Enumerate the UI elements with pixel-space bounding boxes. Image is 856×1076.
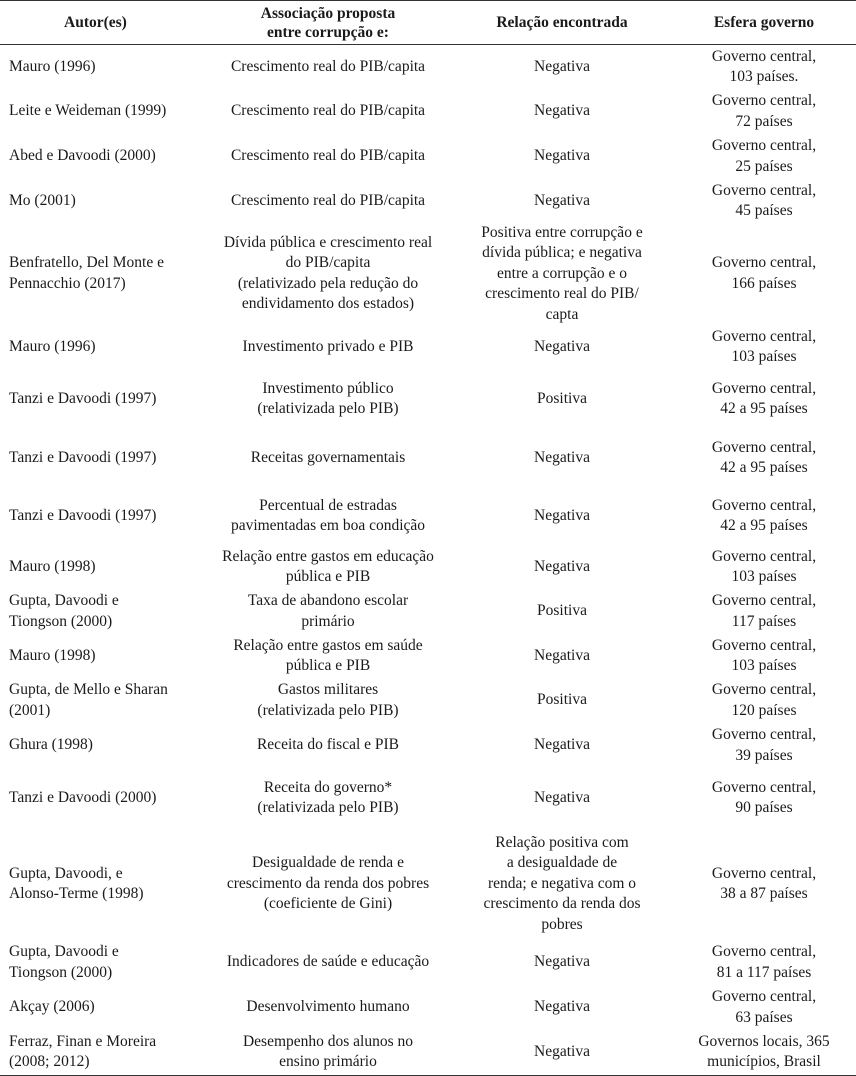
relation-cell: [452, 1030, 672, 1075]
sphere-cell-line: 90 países: [735, 799, 793, 816]
relation-cell-line: renda; e negativa com o: [487, 874, 637, 892]
association-cell-line: Relação entre gastos em saúde: [233, 636, 423, 654]
relation-cell: [452, 985, 672, 1030]
relation-cell: [452, 45, 672, 90]
association-cell-line: (relativizado pela redução do: [237, 274, 419, 292]
association-cell: [204, 828, 452, 940]
sphere-cell-line: 42 a 95 países: [720, 400, 808, 417]
association-cell: [204, 723, 452, 768]
sphere-cell: [672, 45, 856, 90]
author-cell-line: Abed e Davoodi (2000): [9, 147, 156, 165]
association-cell-line: Relação entre gastos em educação: [222, 547, 434, 565]
association-cell-line: Receitas governamentais: [250, 448, 406, 466]
author-cell: [0, 90, 204, 134]
author-cell: [0, 828, 204, 940]
table-row: [0, 768, 856, 828]
association-cell-line: pública e PIB: [285, 657, 371, 674]
association-cell: [204, 45, 452, 90]
table-row: [0, 134, 856, 180]
author-cell: [0, 545, 204, 589]
relation-cell-line: Positiva: [537, 691, 587, 709]
sphere-cell-line: 45 países: [735, 202, 793, 219]
author-cell-line: Mauro (1998): [9, 557, 96, 575]
author-cell-line: Benfratello, Del Monte e: [9, 254, 164, 272]
sphere-cell-line: Governo central,: [711, 943, 817, 960]
author-cell: [0, 487, 204, 545]
author-cell: [0, 723, 204, 768]
sphere-cell-line: 42 a 95 países: [720, 517, 808, 534]
relation-cell: [452, 678, 672, 723]
relation-cell-line: Negativa: [534, 736, 590, 754]
association-cell-line: pública e PIB: [285, 568, 371, 585]
sphere-cell: [672, 325, 856, 369]
sphere-cell: [672, 223, 856, 326]
relation-cell-line: Negativa: [534, 998, 590, 1016]
author-cell: [0, 180, 204, 223]
association-cell-line: Crescimento real do PIB/capita: [230, 102, 426, 120]
header-association-line: entre corrupção e:: [267, 23, 389, 41]
relation-cell: [452, 134, 672, 180]
author-cell-line: Tiongson (2000): [9, 963, 113, 981]
association-cell-line: Receita do fiscal e PIB: [256, 736, 400, 754]
association-cell: [204, 325, 452, 369]
sphere-cell-line: Governo central,: [711, 636, 817, 654]
sphere-cell: [672, 487, 856, 545]
relation-cell: [452, 768, 672, 828]
sphere-cell: [672, 134, 856, 180]
association-cell-line: Percentual de estradas: [259, 496, 397, 514]
table-row: [0, 940, 856, 985]
table-row: [0, 325, 856, 369]
table-row: [0, 45, 856, 90]
relation-cell-line: entre a corrupção e o: [497, 264, 627, 282]
association-cell-line: pavimentadas em boa condição: [230, 517, 426, 534]
association-cell-line: Dívida pública e crescimento real: [223, 233, 433, 251]
sphere-cell-line: municípios, Brasil: [707, 1053, 821, 1071]
author-cell-line: (2008; 2012): [9, 1053, 90, 1071]
relation-cell: [452, 545, 672, 589]
author-cell: [0, 369, 204, 429]
association-cell: [204, 90, 452, 134]
author-cell-line: Mauro (1998): [9, 646, 96, 664]
author-cell: [0, 589, 204, 634]
sphere-cell-line: Governo central,: [711, 592, 817, 609]
association-cell-line: ensino primário: [279, 1053, 377, 1071]
association-cell: [204, 545, 452, 589]
author-cell: [0, 223, 204, 326]
association-cell-line: Desenvolvimento humano: [246, 998, 410, 1016]
relation-cell-line: Negativa: [534, 102, 590, 120]
association-cell-line: Receita do governo*: [263, 778, 393, 796]
table-row: [0, 985, 856, 1030]
association-cell: [204, 985, 452, 1030]
sphere-cell-line: Governos locais, 365: [698, 1032, 830, 1050]
sphere-cell-line: 72 países: [735, 112, 793, 130]
association-cell: [204, 180, 452, 223]
relation-cell: [452, 180, 672, 223]
author-cell-line: Mo (2001): [9, 191, 76, 209]
table-row: [0, 678, 856, 723]
association-cell-line: Gastos militares: [277, 681, 379, 698]
table-body: [0, 45, 856, 1076]
relation-cell-line: a desigualdade de: [506, 854, 618, 872]
relation-cell: [452, 589, 672, 634]
sphere-cell-line: 25 países: [735, 157, 793, 175]
author-cell: [0, 634, 204, 678]
table-row: [0, 487, 856, 545]
author-cell-line: Tiongson (2000): [9, 612, 113, 630]
header-association-line: Associação proposta: [260, 4, 396, 22]
relation-cell-line: Negativa: [534, 337, 590, 355]
table-row: [0, 223, 856, 326]
sphere-cell: [672, 985, 856, 1030]
association-cell: [204, 487, 452, 545]
header-sphere: Esfera governo: [672, 1, 856, 45]
sphere-cell-line: Governo central,: [711, 379, 817, 397]
sphere-cell-line: Governo central,: [711, 778, 817, 796]
relation-cell: [452, 325, 672, 369]
association-cell: [204, 134, 452, 180]
association-cell: [204, 589, 452, 634]
relation-cell-line: Relação positiva com: [495, 833, 629, 851]
author-cell-line: Tanzi e Davoodi (1997): [9, 389, 157, 407]
sphere-cell-line: Governo central,: [711, 181, 817, 199]
author-cell-line: Pennacchio (2017): [9, 274, 126, 292]
association-cell: [204, 223, 452, 326]
author-cell: [0, 429, 204, 487]
relation-cell-line: Negativa: [534, 506, 590, 524]
author-cell: [0, 985, 204, 1030]
relation-cell-line: Negativa: [534, 788, 590, 806]
association-cell: [204, 678, 452, 723]
author-cell-line: Gupta, de Mello e Sharan: [9, 681, 168, 698]
relation-cell-line: Negativa: [534, 191, 590, 209]
relation-cell-line: Negativa: [534, 646, 590, 664]
author-cell: [0, 134, 204, 180]
author-cell-line: Akçay (2006): [9, 998, 95, 1016]
author-cell-line: Ferraz, Finan e Moreira: [9, 1032, 157, 1050]
table-row: [0, 1030, 856, 1075]
association-cell-line: Crescimento real do PIB/capita: [230, 147, 426, 165]
sphere-cell-line: 63 países: [735, 1008, 793, 1026]
association-cell-line: (relativizada pelo PIB): [257, 400, 399, 417]
sphere-cell-line: 103 países: [731, 348, 797, 365]
association-cell-line: primário: [301, 612, 355, 630]
sphere-cell-line: Governo central,: [711, 92, 817, 109]
author-cell: [0, 325, 204, 369]
relation-cell-line: Negativa: [534, 1043, 590, 1060]
header-relation: Relação encontrada: [452, 1, 672, 45]
sphere-cell: [672, 429, 856, 487]
sphere-cell-line: 166 países: [731, 274, 797, 292]
author-cell: [0, 45, 204, 90]
table-row: [0, 634, 856, 678]
relation-cell: [452, 90, 672, 134]
table-row: [0, 369, 856, 429]
relation-cell-line: pobres: [541, 915, 583, 933]
author-cell: [0, 678, 204, 723]
sphere-cell-line: 103 países: [731, 568, 797, 585]
relation-cell-line: Negativa: [534, 448, 590, 466]
author-cell: [0, 768, 204, 828]
association-cell-line: Desempenho dos alunos no: [242, 1032, 414, 1050]
sphere-cell: [672, 940, 856, 985]
relation-cell-line: capta: [545, 305, 579, 323]
association-cell-line: Indicadores de saúde e educação: [226, 953, 430, 971]
relation-cell: [452, 940, 672, 985]
sphere-cell-line: 103 países.: [729, 68, 799, 86]
sphere-cell-line: Governo central,: [711, 327, 817, 345]
relation-cell-line: Negativa: [534, 953, 590, 971]
sphere-cell-line: Governo central,: [711, 726, 817, 743]
sphere-cell-line: Governo central,: [711, 547, 817, 565]
author-cell-line: (2001): [9, 701, 51, 719]
sphere-cell: [672, 634, 856, 678]
relation-cell-line: Positiva entre corrupção e: [481, 223, 643, 241]
sphere-cell: [672, 1030, 856, 1075]
sphere-cell-line: 103 países: [731, 657, 797, 674]
author-cell-line: Gupta, Davoodi e: [9, 592, 119, 609]
author-cell-line: Gupta, Davoodi, e: [9, 864, 123, 882]
sphere-cell-line: Governo central,: [711, 681, 817, 698]
relation-cell-line: Negativa: [534, 557, 590, 575]
relation-cell: [452, 369, 672, 429]
association-cell: [204, 634, 452, 678]
sphere-cell-line: Governo central,: [711, 47, 817, 65]
sphere-cell-line: Governo central,: [711, 988, 817, 1005]
association-cell-line: (relativizada pelo PIB): [257, 701, 399, 719]
relation-cell-line: dívida pública; e negativa: [482, 244, 642, 261]
relation-cell-line: Positiva: [537, 602, 587, 620]
author-cell-line: Tanzi e Davoodi (2000): [9, 788, 157, 806]
relation-cell: [452, 487, 672, 545]
author-cell-line: Mauro (1996): [9, 337, 96, 355]
association-cell-line: Investimento privado e PIB: [242, 337, 414, 355]
association-cell: [204, 429, 452, 487]
table-row: [0, 545, 856, 589]
association-cell: [204, 768, 452, 828]
sphere-cell-line: 81 a 117 países: [716, 963, 812, 981]
author-cell-line: Gupta, Davoodi e: [9, 943, 119, 960]
sphere-cell: [672, 369, 856, 429]
association-cell-line: Crescimento real do PIB/capita: [230, 191, 426, 209]
sphere-cell-line: Governo central,: [711, 496, 817, 514]
sphere-cell: [672, 678, 856, 723]
sphere-cell-line: 38 a 87 países: [720, 885, 808, 902]
association-cell-line: crescimento da renda dos pobres: [226, 874, 430, 892]
sphere-cell: [672, 723, 856, 768]
relation-cell: [452, 223, 672, 326]
relation-cell: [452, 723, 672, 768]
sphere-cell-line: 120 países: [731, 701, 797, 719]
association-cell-line: Crescimento real do PIB/capita: [230, 58, 426, 75]
sphere-cell: [672, 545, 856, 589]
association-cell: [204, 1030, 452, 1075]
association-cell-line: endividamento dos estados): [241, 295, 415, 313]
sphere-cell-line: Governo central,: [711, 254, 817, 272]
author-cell-line: Ghura (1998): [9, 736, 93, 754]
sphere-cell-line: 42 a 95 países: [720, 459, 808, 476]
sphere-cell: [672, 768, 856, 828]
header-row: [0, 1, 856, 45]
header-author: Autor(es): [0, 1, 204, 45]
table-row: [0, 723, 856, 768]
author-cell-line: Alonso-Terme (1998): [9, 885, 144, 902]
author-cell-line: Leite e Weideman (1999): [9, 102, 167, 120]
sphere-cell-line: Governo central,: [711, 438, 817, 456]
sphere-cell: [672, 828, 856, 940]
sphere-cell: [672, 589, 856, 634]
association-cell-line: (relativizada pelo PIB): [257, 799, 399, 816]
table-row: [0, 90, 856, 134]
sphere-cell-line: Governo central,: [711, 864, 817, 882]
author-cell-line: Tanzi e Davoodi (1997): [9, 448, 157, 466]
table-row: [0, 828, 856, 940]
author-cell-line: Mauro (1996): [9, 58, 96, 75]
association-cell: [204, 940, 452, 985]
table-row: [0, 429, 856, 487]
association-cell-line: Taxa de abandono escolar: [247, 592, 409, 609]
relation-cell: [452, 634, 672, 678]
relation-cell-line: Negativa: [534, 147, 590, 165]
association-cell-line: Investimento público: [262, 379, 394, 397]
relation-cell-line: crescimento real do PIB/: [485, 285, 639, 302]
association-cell-line: (coeficiente de Gini): [263, 895, 393, 913]
association-cell-line: Desigualdade de renda e: [252, 854, 404, 872]
relation-cell-line: crescimento da renda dos: [483, 895, 641, 913]
sphere-cell: [672, 90, 856, 134]
relation-cell-line: Negativa: [534, 58, 590, 75]
sphere-cell-line: 39 países: [735, 746, 793, 764]
relation-cell: [452, 429, 672, 487]
sphere-cell-line: 117 países: [731, 612, 797, 630]
table-row: [0, 589, 856, 634]
association-cell: [204, 369, 452, 429]
author-cell: [0, 940, 204, 985]
association-cell-line: do PIB/capita: [285, 254, 371, 272]
relation-cell: [452, 828, 672, 940]
author-cell-line: Tanzi e Davoodi (1997): [9, 506, 157, 524]
relation-cell-line: Positiva: [537, 389, 587, 407]
sphere-cell: [672, 180, 856, 223]
sphere-cell-line: Governo central,: [711, 137, 817, 154]
table-row: [0, 180, 856, 223]
header-association: [204, 1, 452, 45]
author-cell: [0, 1030, 204, 1075]
